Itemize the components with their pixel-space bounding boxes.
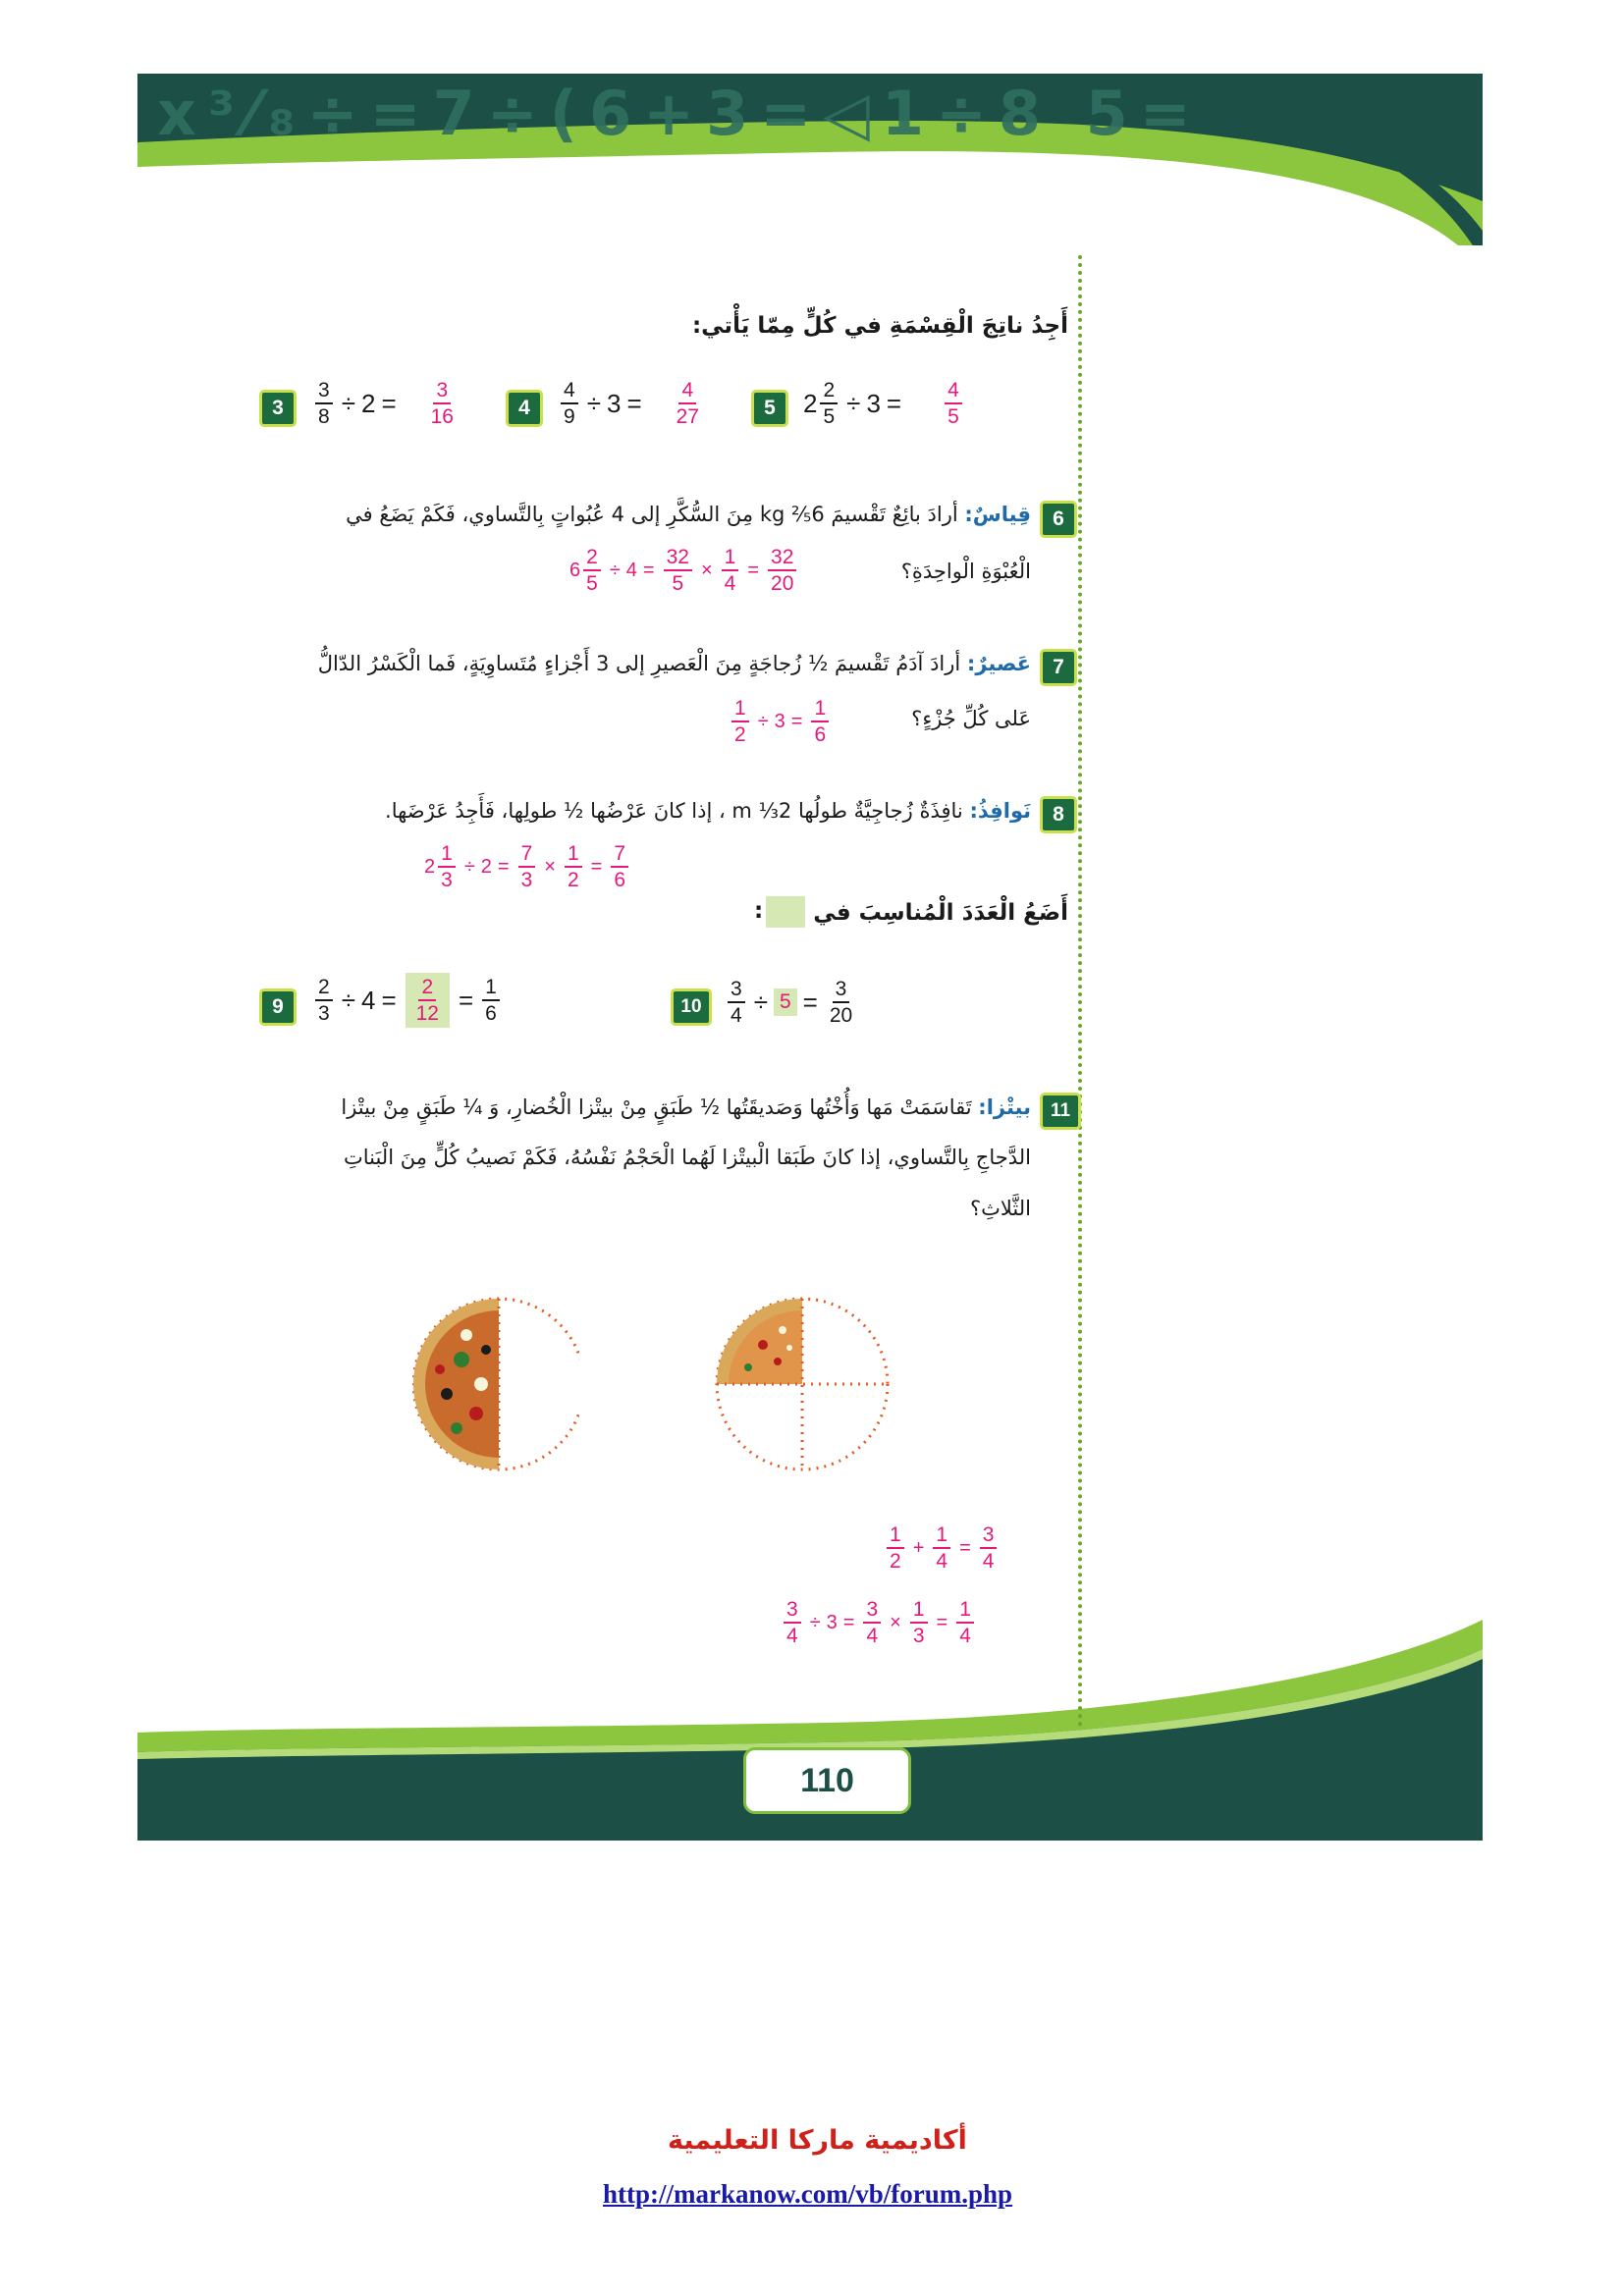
q11-keyword: بيتْزا: <box>978 1095 1031 1119</box>
question-number-3: 3 <box>259 390 297 427</box>
question-number-10: 10 <box>671 988 712 1026</box>
q11-solution-1: $\frac{1}{2}$ + $\frac{1}{4}$ = $\frac{3}{4}$ <box>884 1524 1000 1572</box>
q5-expression: 2 $\frac{2}{5}$ ÷ 3 = $\frac{4}{5}$ <box>803 380 965 427</box>
q11-line-3: الثَّلاثِ؟ <box>969 1197 1031 1220</box>
q10-expression: $\frac{3}{4}$ ÷ 5 = $\frac{3}{20}$ <box>725 979 858 1026</box>
q11-solution-2: $\frac{3}{4}$ ÷ 3 = $\frac{3}{4}$ × $\frac{1}{3}$ = $\frac{1}{4}$ <box>781 1599 977 1646</box>
q8-keyword: نَوافِذُ: <box>969 799 1031 823</box>
q7-line-2: عَلى كُلِّ جُزْءٍ؟ <box>911 707 1031 730</box>
q6-keyword: قِياسٌ: <box>964 503 1031 526</box>
q8-text: نافِذَةٌ زُجاجِيَّةٌ طولُها 2⅓ m ، إذا كانَ عَرْضُها ½ طولِها، فَأَجِدُ عَرْضَها. <box>385 799 963 823</box>
q6-solution: 6 $\frac{2}{5}$ ÷ 4 = $\frac{32}{5}$ × $\frac{1}{4}$ = $\frac{32}{20}$ <box>569 547 799 594</box>
question-number-9: 9 <box>259 988 297 1026</box>
q6-line-2: الْعُبْوَةِ الْواحِدَةِ؟ <box>900 560 1031 583</box>
q11-text: تَقاسَمَتْ مَها وَأُخْتُها وَصَديقَتُها ½ طَبَقٍ مِنْ بيتْزا الْخُضارِ، وَ ¼ طَبَقٍ مِنْ بيتْزا <box>341 1095 972 1119</box>
q11-line-2: الدَّجاجِ بِالتَّساوي، إذا كانَ طَبَقا الْبيتْزا لَهُما الْحَجْمُ نَفْسُهُ، فَكَمْ نَصيبُ كُلٍّ مِنَ الْبَناتِ <box>343 1146 1031 1169</box>
q7-text: أرادَ آدَمُ تَقْسيمَ ½ زُجاجَةٍ مِنَ الْعَصيرِ إلى 3 أَجْزاءٍ مُتَساوِيَةٍ، فَما الْكَسْرُ الدّالُّ <box>317 652 961 675</box>
question-number-7: 7 <box>1040 649 1077 686</box>
textbook-page <box>137 74 1483 1841</box>
q10-answer-box[interactable]: 5 <box>774 988 797 1016</box>
pizza-half-figure <box>412 1291 579 1477</box>
section-b-instruction: أَضَعُ الْعَدَدَ الْمُناسِبَ في <box>813 900 1068 926</box>
question-number-6: 6 <box>1040 501 1077 538</box>
q6-line-1 <box>245 503 1031 526</box>
q3-expression: $\frac{3}{8}$ ÷ 2 = $\frac{3}{16}$ <box>312 380 460 427</box>
blank-box-sample <box>766 896 805 928</box>
question-number-8: 8 <box>1040 796 1077 833</box>
q6-text: أرادَ بائِعٌ تَقْسيمَ 6⅖ kg مِنَ السُّكَّرِ إلى 4 عُبُواتٍ بِالتَّساوي، فَكَمْ يَضَعُ في <box>346 503 958 526</box>
q8-line-1 <box>245 799 1031 823</box>
q7-line-1 <box>245 652 1031 675</box>
q9-answer-box[interactable]: $\frac{2}{12}$ <box>406 973 450 1028</box>
question-number-5: 5 <box>751 390 788 427</box>
header-decoration: x³⁄₈÷=7÷(6+3=◁1÷8 5= <box>157 78 1203 149</box>
question-number-11: 11 <box>1040 1093 1081 1130</box>
q9-expression: $\frac{2}{3}$ ÷ 4 = $\frac{2}{12}$ = $\frac{1}{6}$ <box>312 973 503 1028</box>
q7-solution: $\frac{1}{2}$ ÷ 3 = $\frac{1}{6}$ <box>729 698 832 745</box>
q8-solution: 2 $\frac{1}{3}$ ÷ 2 = $\frac{7}{3}$ × $\frac{1}{2}$ = $\frac{7}{6}$ <box>424 843 631 890</box>
question-number-4: 4 <box>506 390 543 427</box>
q11-line-1 <box>245 1095 1031 1119</box>
academy-name: أكاديمية ماركا التعليمية <box>668 2125 967 2156</box>
q7-keyword: عَصيرٌ: <box>966 652 1031 675</box>
section-a-instruction: أَجِدُ ناتِجَ الْقِسْمَةِ في كُلٍّ مِمّا يَأْتي: <box>691 313 1068 339</box>
header-band <box>137 74 1483 245</box>
forum-link[interactable]: http://markanow.com/vb/forum.php <box>603 2179 1013 2209</box>
q4-expression: $\frac{4}{9}$ ÷ 3 = $\frac{4}{27}$ <box>558 380 705 427</box>
margin-divider <box>1078 255 1082 1728</box>
section-b-colon: : <box>754 898 764 924</box>
pizza-quarter-figure <box>709 1291 891 1477</box>
page-number: 110 <box>743 1747 911 1814</box>
